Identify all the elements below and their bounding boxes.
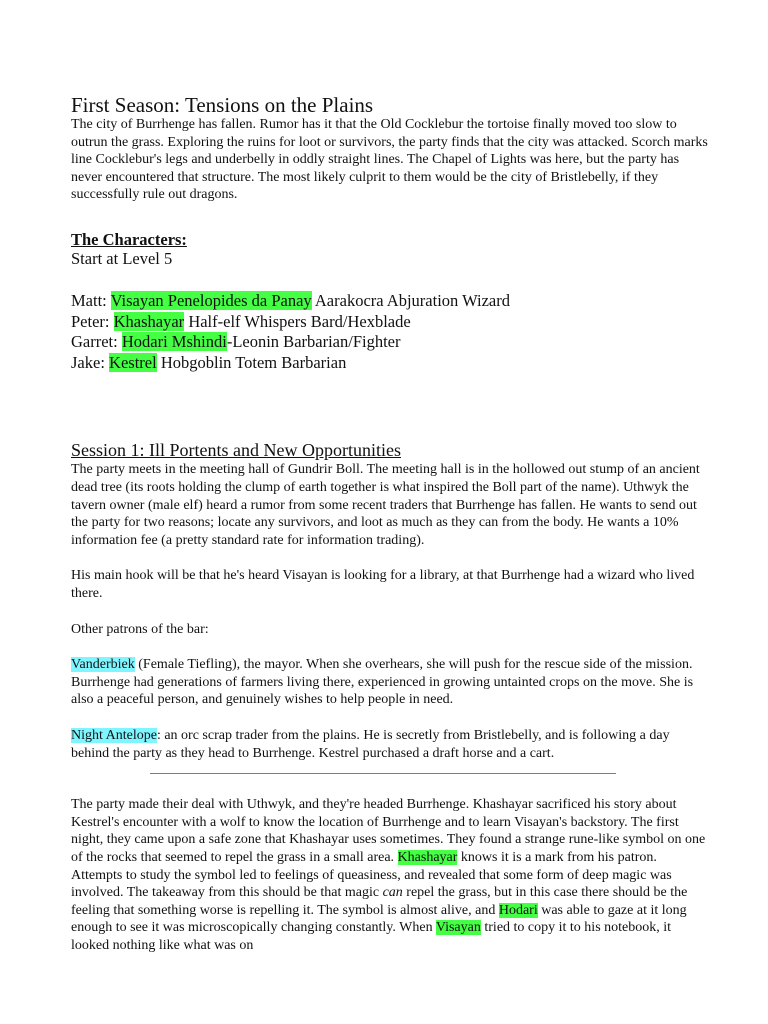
story-text: was able to gaze at it long enough to see it was microscopically changing constantly. When	[71, 902, 687, 936]
character-desc: Aarakocra Abjuration Wizard	[311, 291, 511, 311]
npc-description: (Female Tiefling), the mayor. When she overhears, she will push for the rescue side of the mission. Burrhenge had generations of farmers living there, experienced in growing untainted crops on the move. She is also a peaceful person, and genuinely wishes to help people in need.	[71, 657, 694, 708]
story-paragraph	[71, 796, 708, 954]
hook-paragraph: His main hook will be that he's heard Visayan is looking for a library, at that Burrhenge had a wizard who lived there.	[71, 568, 695, 602]
story-text: repel the grass, but in this case there should be the feeling that something worse is repelling it. The symbol is almost alive, and	[71, 885, 688, 918]
character-name: Hodari Mshindi	[121, 332, 227, 352]
highlighted-name: Visayan	[435, 920, 481, 936]
characters-heading: The Characters:	[71, 229, 187, 249]
character-entry	[71, 291, 708, 312]
character-name: Visayan Penelopides da Panay	[110, 291, 312, 311]
character-entry	[71, 332, 708, 353]
emphasis-text: can	[382, 885, 403, 901]
player-name: Matt:	[71, 291, 111, 311]
character-desc: Half-elf Whispers Bard/Hexblade	[184, 311, 411, 331]
npc-description: : an orc scrap trader from the plains. He is secretly from Bristlebelly, and is following a day behind the party as they head to Burrhenge. Kestrel purchased a draft horse and a cart.	[71, 728, 670, 761]
npc-name: Night Antelope	[71, 728, 157, 743]
npc-paragraph	[71, 656, 708, 709]
intro-paragraph: The city of Burrhenge has fallen. Rumor has it that the Old Cocklebur the tortoise finally moved too slow to outrun the grass. Exploring the ruins for loot or survivors, the party finds that the city was attacked. Scorch marks line Cocklebur's legs and underbelly in oddly straight lines. The Chapel of Lights was here, but the party has never encountered that structure. The most likely culprit to them would be the city of Bristlebelly, if they successfully rule out dragons.	[71, 117, 708, 203]
character-name: Khashayar	[113, 311, 185, 331]
highlighted-name: Khashayar	[397, 849, 458, 865]
character-desc: -Leonin Barbarian/Fighter	[226, 332, 401, 352]
story-text: knows it is a mark from his patron. Attempts to study the symbol led to feelings of queasiness, and revealed that some form of deep magic was involved. The takeaway from this should be that magic	[71, 849, 672, 901]
session-paragraph: The party meets in the meeting hall of Gundrir Boll. The meeting hall is in the hollowed out stump of an ancient dead tree (its roots holding the clump of earth together is what inspired the Boll part of the name). Uthwyk the tavern owner (male elf) heard a rumor from some recent traders that Burrhenge has fallen. He wants to send out the party for two reasons; locate any survivors, and loot as much as they can from the body. He wants a 10% information fee (a pretty standard rate for information trading).	[71, 462, 700, 548]
session-heading: Session 1: Ill Portents and New Opportunities	[71, 440, 401, 461]
document-title: First Season: Tensions on the Plains	[71, 93, 374, 117]
story-text: tried to copy it to his notebook, it looked nothing like what was on	[71, 920, 672, 953]
player-name: Peter:	[71, 311, 114, 331]
story-text: The party made their deal with Uthwyk, and they're headed Burrhenge. Khashayar sacrificed his story about Kestrel's encounter with a wolf to know the location of Burrhenge and to learn Visayan's backstory. The first night, they came upon a safe zone that Khashayar uses sometimes. They found a strange rune-like symbol on one of the rocks that seemed to repel the grass in a small area.	[71, 797, 706, 865]
character-desc: Hobgoblin Totem Barbarian	[156, 352, 347, 372]
character-list	[71, 291, 708, 373]
patrons-label: Other patrons of the bar:	[71, 621, 209, 637]
npc-paragraph	[71, 727, 708, 762]
highlighted-name: Hodari	[498, 902, 538, 918]
player-name: Garret:	[71, 332, 122, 352]
character-entry	[71, 353, 708, 374]
player-name: Jake:	[71, 352, 110, 372]
start-level: Start at Level 5	[71, 248, 173, 268]
npc-name: Vanderbiek	[71, 657, 135, 673]
section-divider	[150, 773, 616, 774]
character-entry	[71, 312, 708, 333]
character-name: Kestrel	[109, 352, 157, 372]
